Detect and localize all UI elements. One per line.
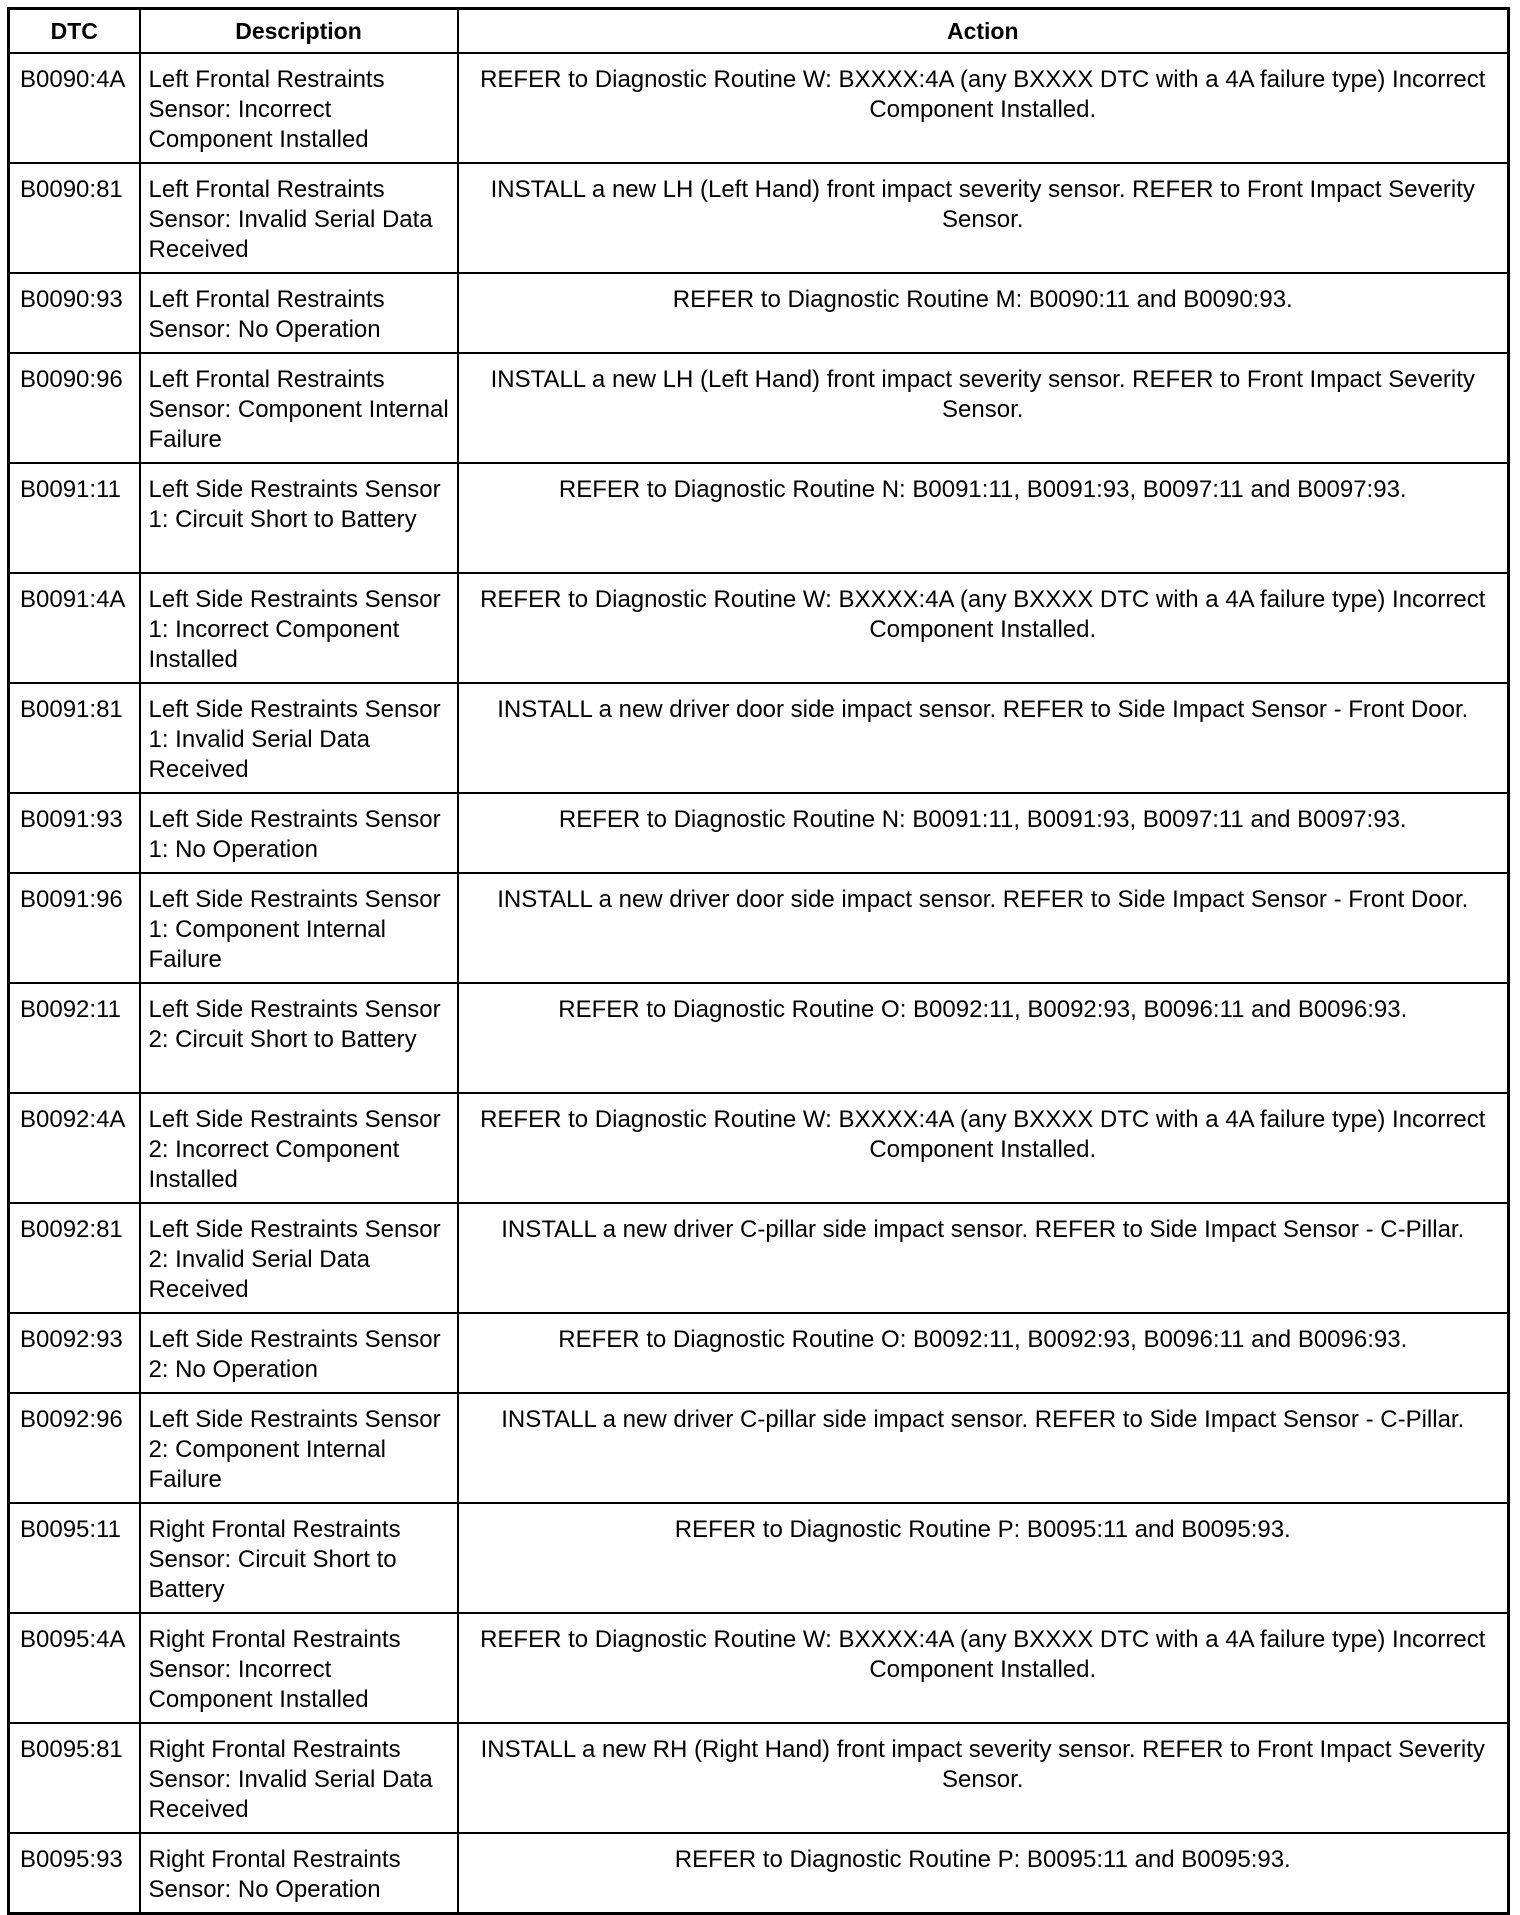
table-row xyxy=(9,1723,1509,1833)
dtc-code: B0091:93 xyxy=(9,793,140,873)
dtc-action: REFER to Diagnostic Routine W: BXXXX:4A (any BXXXX DTC with a 4A failure type) Incorrect Component Installed. xyxy=(458,573,1509,683)
table-row xyxy=(9,1503,1509,1613)
dtc-action: REFER to Diagnostic Routine P: B0095:11 and B0095:93. xyxy=(458,1833,1509,1914)
table-row xyxy=(9,873,1509,983)
dtc-code: B0091:4A xyxy=(9,573,140,683)
dtc-action: INSTALL a new driver C-pillar side impact sensor. REFER to Side Impact Sensor - C-Pillar. xyxy=(458,1393,1509,1503)
table-row xyxy=(9,793,1509,873)
dtc-action: REFER to Diagnostic Routine W: BXXXX:4A (any BXXXX DTC with a 4A failure type) Incorrect Component Installed. xyxy=(458,1613,1509,1723)
dtc-code: B0091:96 xyxy=(9,873,140,983)
dtc-description: Left Side Restraints Sensor 1: Component Internal Failure xyxy=(140,873,458,983)
dtc-description: Right Frontal Restraints Sensor: Incorrect Component Installed xyxy=(140,1613,458,1723)
dtc-code: B0091:11 xyxy=(9,463,140,573)
dtc-description: Left Side Restraints Sensor 2: Component Internal Failure xyxy=(140,1393,458,1503)
dtc-action: REFER to Diagnostic Routine N: B0091:11, B0091:93, B0097:11 and B0097:93. xyxy=(458,793,1509,873)
dtc-action: INSTALL a new RH (Right Hand) front impact severity sensor. REFER to Front Impact Severity Sensor. xyxy=(458,1723,1509,1833)
dtc-description: Left Side Restraints Sensor 1: No Operation xyxy=(140,793,458,873)
dtc-description: Left Frontal Restraints Sensor: No Operation xyxy=(140,273,458,353)
dtc-action: INSTALL a new driver door side impact sensor. REFER to Side Impact Sensor - Front Door. xyxy=(458,873,1509,983)
dtc-action: INSTALL a new LH (Left Hand) front impact severity sensor. REFER to Front Impact Severity Sensor. xyxy=(458,353,1509,463)
dtc-description: Left Frontal Restraints Sensor: Incorrect Component Installed xyxy=(140,53,458,163)
dtc-code: B0090:96 xyxy=(9,353,140,463)
dtc-code: B0091:81 xyxy=(9,683,140,793)
table-row xyxy=(9,1203,1509,1313)
dtc-code: B0095:4A xyxy=(9,1613,140,1723)
dtc-action: REFER to Diagnostic Routine N: B0091:11, B0091:93, B0097:11 and B0097:93. xyxy=(458,463,1509,573)
table-row xyxy=(9,353,1509,463)
dtc-description: Left Frontal Restraints Sensor: Invalid Serial Data Received xyxy=(140,163,458,273)
table-row xyxy=(9,1833,1509,1914)
dtc-description: Right Frontal Restraints Sensor: Invalid Serial Data Received xyxy=(140,1723,458,1833)
dtc-code: B0090:93 xyxy=(9,273,140,353)
dtc-code: B0095:81 xyxy=(9,1723,140,1833)
table-row xyxy=(9,683,1509,793)
dtc-action: REFER to Diagnostic Routine W: BXXXX:4A (any BXXXX DTC with a 4A failure type) Incorrect Component Installed. xyxy=(458,53,1509,163)
dtc-code: B0090:81 xyxy=(9,163,140,273)
dtc-action: REFER to Diagnostic Routine W: BXXXX:4A (any BXXXX DTC with a 4A failure type) Incorrect Component Installed. xyxy=(458,1093,1509,1203)
dtc-description: Left Side Restraints Sensor 2: Incorrect Component Installed xyxy=(140,1093,458,1203)
table-row xyxy=(9,1613,1509,1723)
table-row xyxy=(9,163,1509,273)
dtc-code: B0095:11 xyxy=(9,1503,140,1613)
dtc-description: Right Frontal Restraints Sensor: Circuit Short to Battery xyxy=(140,1503,458,1613)
header-description: Description xyxy=(140,9,458,54)
header-dtc: DTC xyxy=(9,9,140,54)
dtc-description: Left Side Restraints Sensor 1: Invalid Serial Data Received xyxy=(140,683,458,793)
table-row xyxy=(9,53,1509,163)
dtc-description: Right Frontal Restraints Sensor: No Operation xyxy=(140,1833,458,1914)
dtc-code: B0092:96 xyxy=(9,1393,140,1503)
table-row xyxy=(9,1313,1509,1393)
dtc-action: REFER to Diagnostic Routine O: B0092:11, B0092:93, B0096:11 and B0096:93. xyxy=(458,1313,1509,1393)
table-row xyxy=(9,463,1509,573)
dtc-description: Left Side Restraints Sensor 1: Incorrect Component Installed xyxy=(140,573,458,683)
header-action: Action xyxy=(458,9,1509,54)
table-row xyxy=(9,983,1509,1093)
dtc-action: INSTALL a new driver C-pillar side impact sensor. REFER to Side Impact Sensor - C-Pillar. xyxy=(458,1203,1509,1313)
table-row xyxy=(9,1093,1509,1203)
dtc-description: Left Side Restraints Sensor 1: Circuit Short to Battery xyxy=(140,463,458,573)
dtc-code: B0092:4A xyxy=(9,1093,140,1203)
dtc-description: Left Side Restraints Sensor 2: Invalid Serial Data Received xyxy=(140,1203,458,1313)
header-row xyxy=(9,9,1509,54)
table-row xyxy=(9,573,1509,683)
dtc-action: REFER to Diagnostic Routine O: B0092:11, B0092:93, B0096:11 and B0096:93. xyxy=(458,983,1509,1093)
dtc-code: B0095:93 xyxy=(9,1833,140,1914)
dtc-action: REFER to Diagnostic Routine M: B0090:11 and B0090:93. xyxy=(458,273,1509,353)
dtc-code: B0092:81 xyxy=(9,1203,140,1313)
table-row xyxy=(9,273,1509,353)
dtc-action: REFER to Diagnostic Routine P: B0095:11 and B0095:93. xyxy=(458,1503,1509,1613)
dtc-code: B0092:11 xyxy=(9,983,140,1093)
table-row xyxy=(9,1393,1509,1503)
dtc-code: B0090:4A xyxy=(9,53,140,163)
dtc-description: Left Side Restraints Sensor 2: Circuit Short to Battery xyxy=(140,983,458,1093)
dtc-action: INSTALL a new LH (Left Hand) front impact severity sensor. REFER to Front Impact Severity Sensor. xyxy=(458,163,1509,273)
dtc-table xyxy=(7,7,1510,1915)
dtc-description: Left Side Restraints Sensor 2: No Operation xyxy=(140,1313,458,1393)
dtc-action: INSTALL a new driver door side impact sensor. REFER to Side Impact Sensor - Front Door. xyxy=(458,683,1509,793)
dtc-description: Left Frontal Restraints Sensor: Component Internal Failure xyxy=(140,353,458,463)
dtc-code: B0092:93 xyxy=(9,1313,140,1393)
